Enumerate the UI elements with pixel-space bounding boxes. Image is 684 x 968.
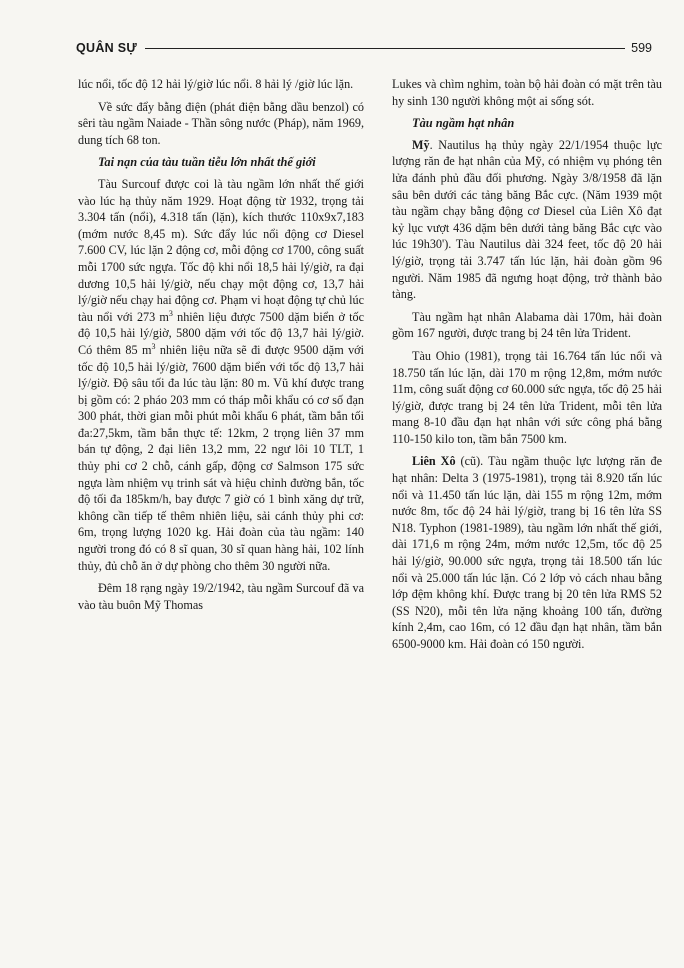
text-run: (cũ). Tàu ngầm thuộc lực lượng răn đe hạt nhân: Delta 3 (1975-1981), trọng tải 8.920 tấn lúc nổi và 11.450 tấn lúc lặn, dài 155 m rộng 12m, mớm nước 8m, tốc độ 24 hải lý/giờ, trang bị 16 tên lửa SS N18. Typhon (1981-1989), tàu ngầm lớn nhất thế giới, dài 171,6 m rộng 24m, mớm nước 12,5m, tốc độ 25 hải lý/giờ, 90.000 sức ngựa, trọng tải 18.500 tấn lúc nổi và 25.000 tấn lúc lặn. Có 2 lớp vỏ cách nhau bằng lớp đệm không khí. Được trang bị 20 tên lửa RMS 52 (SS N20), mỗi tên lửa nặng khoảng 100 tấn, đường kính 2,4m, cao 16m, có 12 đầu đạn hạt nhân, tầm bắn 6500-9000 km. Hải đoàn có 150 người.: [392, 454, 662, 651]
header-rule: [145, 48, 625, 49]
section-heading: Tàu ngầm hạt nhân: [412, 116, 515, 131]
superscript: 3: [168, 308, 173, 318]
section-title: QUÂN SỰ: [76, 41, 138, 55]
paragraph-surcouf: [78, 176, 364, 574]
paragraph: Đêm 18 rạng ngày 19/2/1942, tàu ngầm Surcouf đã va vào tàu buôn Mỹ Thomas: [78, 581, 364, 612]
text-run: nhiên liệu được 7500 dặm biển ở tốc độ 10,5 hải lý/giờ, 5800 dặm với tốc độ 13,7 hải lý/giờ. Có thêm 85 m: [78, 309, 364, 357]
paragraph: Về sức đẩy bằng điện (phát điện bằng dầu benzol) có sêri tàu ngầm Naiade - Thần sông nước (Pháp), năm 1969, dung tích 68 ton.: [78, 99, 364, 147]
paragraph: Tàu ngầm hạt nhân Alabama dài 170m, hải đoàn gồm 167 người, được trang bị 24 tên lửa Trident.: [392, 309, 662, 341]
left-column: [78, 76, 364, 619]
text-run: Tàu Surcouf được coi là tàu ngầm lớn nhất thế giới vào lúc hạ thủy năm 1929. Hoạt động từ 1932, trọng tải 3.304 tấn (nổi), 4.318 tấn (lặn), kích thước 110x9x7,183 (mớm nước 8,45 m). Sức đẩy lúc nổi động cơ Diesel 7.600 CV, lúc lặn 2 động cơ, mỗi động cơ 1700, công suất mỗi 1700 sức ngựa. Tốc độ khi nổi 18,5 hải lý/giờ, ra đại dương 10,5 hải lý/giờ, nếu chạy một động cơ, 13,7 hải lý/giờ nếu chạy hai động cơ. Phạm vi hoạt động tự chủ lúc tàu nổi với 273 m: [78, 176, 364, 324]
text-run: . Nautilus hạ thủy ngày 22/1/1954 thuộc lực lượng răn đe hạt nhân của Mỹ, có nhiệm vụ phóng tên lửa đánh phủ đầu đối phương. Ngày 3/8/1958 đã lặn sâu bên dưới các tảng băng Bắc cực. (Năm 1939 một tàu ngầm chạy bằng động cơ Diesel của Liên Xô đạt kỷ lục vượt 436 dặm bên dưới tảng băng Bắc cực vào lúc 19h30'). Tàu Nautilus dài 324 feet, tốc độ 20 hải lý/giờ, trọng tải 3.747 tấn lúc lặn, hải đoàn gồm 96 người. Năm 1985 đã ngưng hoạt động, trở thành bảo tàng.: [392, 137, 662, 302]
paragraph: Tàu Ohio (1981), trọng tải 16.764 tấn lúc nổi và 18.750 tấn lúc lặn, dài 170 m rộng 12,8m, mớm nước 11m, công suất động cơ 60.000 sức ngựa, tốc độ 25 hải lý/giờ, được trang bị 24 tên lửa Trident, mỗi tên lửa mang 8-10 đầu đạn hạt nhân với sức công phá bằng 110-150 kilo ton, tầm bắn 7500 km.: [392, 348, 662, 446]
right-column: [392, 76, 662, 659]
superscript: 3: [151, 341, 156, 351]
section-heading: Tai nạn của tàu tuần tiễu lớn nhất thế giới: [98, 155, 316, 170]
paragraph-usa: [392, 137, 662, 303]
running-header: [76, 38, 652, 58]
page-number: 599: [631, 41, 652, 55]
paragraph-ussr: [392, 453, 662, 652]
paragraph: lúc nổi, tốc độ 12 hải lý/giờ lúc nổi. 8 hải lý /giờ lúc lặn.: [78, 77, 354, 91]
text-run: nhiên liệu nữa sẽ đi được 9500 dặm với tốc độ 10,5 hải lý/giờ, 7600 dặm biển với tốc độ 13,7 hải lý/giờ. Độ sâu tối đa lúc tàu lặn: 80 m. Vũ khí được trang bị gồm có: 2 pháo 203 mm có tháp mỗi khẩu có cơ số đạn 300 phát, thời gian mỗi phút mỗi khẩu 6 phát, tầm bắn tối đa:27,5km, tầm bắn thực tế: 12km, 2 trọng liên 37 mm bán tự động, 2 đại liên 13,2 mm, 22 ngư lôi 10 TLT, 1 thủy phi cơ 2 chỗ, cánh gấp, động cơ Salmson 175 sức ngựa làm nhiệm vụ trinh sát và hiệu chỉnh đường bắn, tốc độ tối đa 185km/h, bay được 7 giờ có 1 bình xăng dự trữ, không cần tiếp tế thêm nhiên liệu, sải cánh thủy phi cơ: 6m, trọng lượng 1020 kg. Hải đoàn của tàu ngầm: 140 người trong đó có 8 sĩ quan, 30 sĩ quan hàng hải, 102 lính thủy, đủ chỗ ăn ở dự phòng cho thêm 30 người nữa.: [78, 342, 364, 573]
lead-term: Mỹ: [412, 137, 430, 152]
lead-term: Liên Xô: [412, 454, 456, 469]
paragraph: Lukes và chìm nghỉm, toàn bộ hải đoàn có mặt trên tàu hy sinh 130 người không một ai sống sót.: [392, 77, 662, 108]
